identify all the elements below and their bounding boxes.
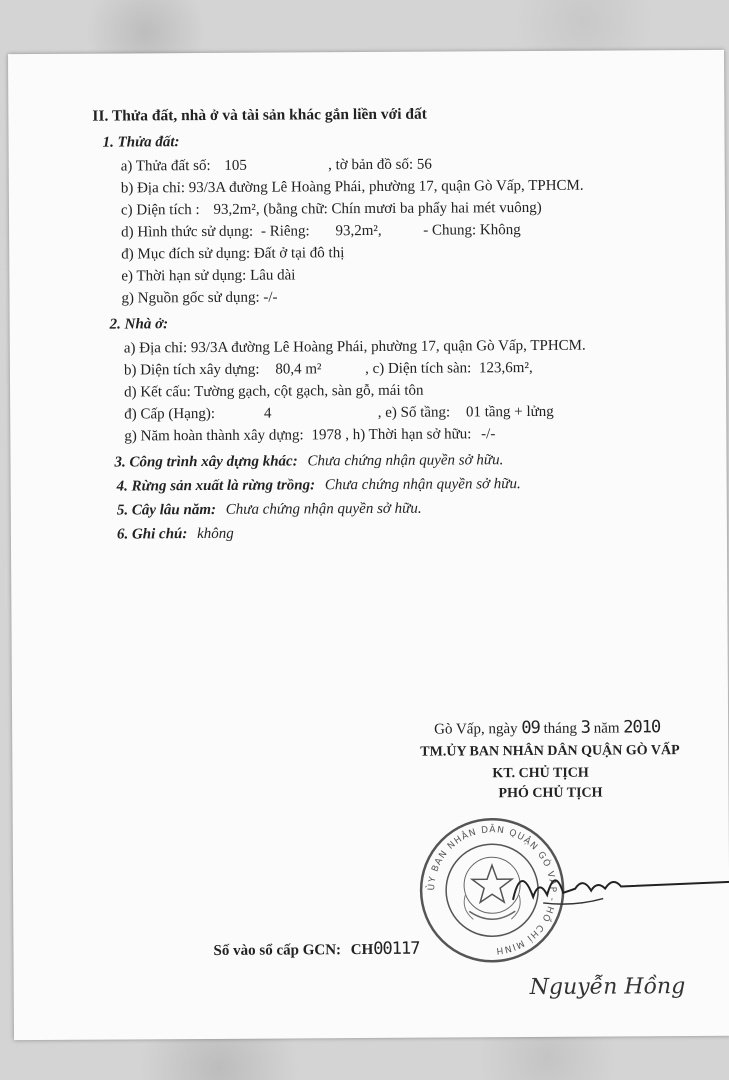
land-origin: g) Nguồn gốc sử dụng: -/- (121, 289, 278, 307)
date-year: 2010 (623, 717, 661, 738)
floors-value: 01 tầng + lửng (465, 403, 554, 421)
use-private-value: 93,2m², (335, 222, 382, 240)
parcel-number: 105 (224, 157, 247, 174)
vice-chair-title: PHÓ CHỦ TỊCH (498, 785, 603, 802)
year-row (124, 425, 495, 445)
land-area-value: 93,2m², (bằng chữ: Chín mươi ba phẩy hai mét vuông) (213, 199, 542, 218)
own-term-value: -/- (481, 426, 496, 443)
land-area-row (121, 199, 542, 220)
house-address: a) Địa chỉ: 93/3A đường Lê Hoàng Phái, phường 17, quận Gò Vấp, TPHCM. (123, 337, 586, 357)
floor-area-value: 123,6m², (478, 359, 533, 377)
land-purpose: đ) Mục đích sử dụng: Đất ở tại đô thị (121, 245, 345, 263)
map-number: 56 (416, 156, 432, 173)
other-works-value: Chưa chứng nhận quyền sở hữu. (307, 452, 504, 470)
build-area-value: 80,4 m² (275, 361, 322, 378)
note-value: không (197, 525, 234, 543)
use-form-label: d) Hình thức sử dụng: (121, 223, 254, 241)
signature-icon (503, 858, 729, 919)
own-term-label: , h) Thời hạn sở hữu: (345, 426, 472, 444)
floors-label: , e) Số tầng: (377, 404, 451, 421)
floor-area-label: , c) Diện tích sàn: (364, 360, 472, 378)
map-label: , tờ bản đồ số: (328, 156, 414, 174)
issuing-org: TM.ỦY BAN NHÂN DÂN QUẬN GÒ VẤP (420, 743, 680, 760)
registry-row (213, 940, 419, 960)
forest-row (117, 475, 521, 495)
house-heading: 2. Nhà ở: (109, 316, 169, 333)
forest-value: Chưa chứng nhận quyền sở hữu. (324, 476, 521, 494)
year-label: g) Năm hoàn thành xây dựng: (124, 427, 304, 445)
date-day: 09 (521, 717, 540, 739)
note-row (117, 525, 234, 544)
other-works-row (114, 451, 503, 471)
parcel-row (121, 156, 432, 176)
registry-prefix: CH (350, 941, 374, 959)
grade-row (124, 403, 554, 424)
signer-name: Nguyễn Hồng (529, 974, 686, 1001)
grade-label: đ) Cấp (Hạng): (124, 405, 216, 423)
section-title: II. Thửa đất, nhà ở và tài sản khác gắn liền với đất (92, 105, 427, 125)
use-private-label: - Riêng: (260, 223, 310, 240)
place-date-label: Gò Vấp, ngày (434, 721, 518, 738)
svg-text:ỦY BAN NHÂN DÂN QUẬN GÒ VẤP -: ỦY BAN NHÂN DÂN QUẬN GÒ VẤP - HỒ CHÍ MINH (427, 825, 558, 956)
year-word: năm (593, 720, 620, 737)
trees-row (117, 500, 422, 520)
forest-label: 4. Rừng sản xuất là rừng trồng: (116, 477, 316, 495)
month-label: tháng (543, 720, 577, 737)
build-area-label: b) Diện tích xây dựng: (123, 361, 260, 379)
build-area-row (124, 359, 533, 379)
registry-number: 00117 (373, 938, 420, 959)
place-date (434, 718, 660, 738)
trees-label: 5. Cây lâu năm: (116, 501, 217, 519)
year-value: 1978 (311, 427, 342, 444)
trees-value: Chưa chứng nhận quyền sở hữu. (225, 500, 422, 518)
registry-label: Số vào sổ cấp GCN: (213, 942, 342, 959)
land-heading: 1. Thửa đất: (102, 134, 180, 151)
parcel-label: a) Thửa đất số: (120, 157, 211, 175)
certificate-page (8, 50, 729, 1040)
house-structure: d) Kết cấu: Tường gạch, cột gạch, sàn gỗ, mái tôn (124, 382, 424, 401)
land-area-label: c) Diện tích : (120, 202, 200, 219)
note-label: 6. Ghi chú: (116, 526, 188, 543)
other-works-label: 3. Công trình xây dựng khác: (114, 453, 298, 471)
date-month: 3 (580, 717, 590, 738)
grade-value: 4 (263, 405, 272, 422)
land-address: b) Địa chỉ: 93/3A đường Lê Hoàng Phái, phường 17, quận Gò Vấp, TPHCM. (120, 177, 584, 197)
kt-title: KT. CHỦ TỊCH (492, 765, 589, 782)
land-term: e) Thời hạn sử dụng: Lâu dài (121, 267, 296, 285)
use-shared: - Chung: Không (423, 222, 521, 239)
use-form-row (121, 221, 521, 241)
